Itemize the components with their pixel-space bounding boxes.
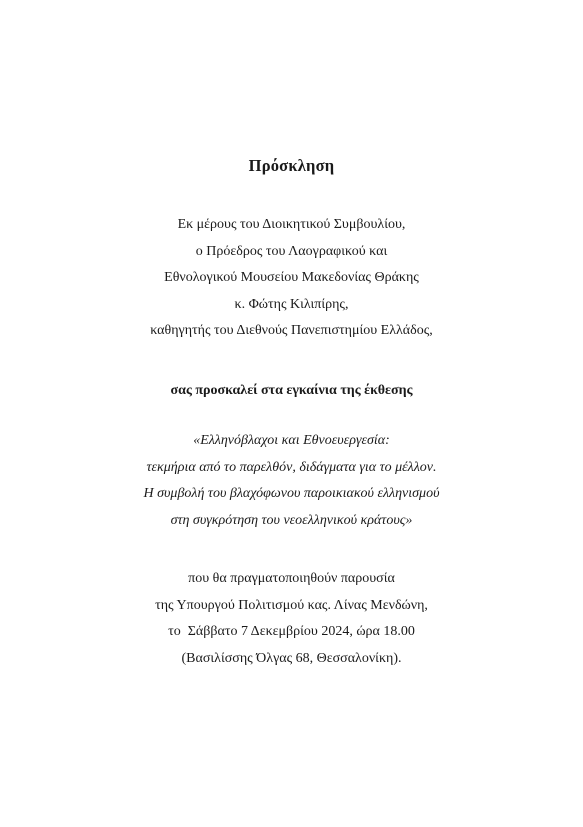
exhibition-line: τεκμήρια από το παρελθόν, διδάγματα για το μέλλον. [146, 459, 437, 475]
invite-statement [0, 378, 583, 405]
intro-line: κ. Φώτης Κιλιπίρης, [234, 296, 349, 312]
intro-line: Εκ μέρους του Διοικητικού Συμβουλίου, [177, 217, 406, 232]
intro-line: Εθνολογικού Μουσείου Μακεδονίας Θράκης [164, 270, 419, 285]
details-line: (Βασιλίσσης Όλγας 68, Θεσσαλονίκη). [181, 650, 402, 666]
invitation-title: Πρόσκληση [248, 156, 335, 175]
invite-line: σας προσκαλεί στα εγκαίνια της έκθεσης [170, 383, 413, 398]
exhibition-line: «Ελληνόβλαχοι και Εθνοευεργεσία: [193, 433, 390, 448]
intro-line: καθηγητής του Διεθνούς Πανεπιστημίου Ελλάδος, [150, 323, 433, 338]
details-line: το Σάββατο 7 Δεκεμβρίου 2024, ώρα 18.00 [168, 624, 415, 639]
event-details [0, 566, 583, 672]
exhibition-title [0, 428, 583, 534]
intro-line: ο Πρόεδρος του Λαογραφικού και [195, 243, 388, 259]
details-line: που θα πραγματοποιηθούν παρουσία [188, 571, 395, 586]
exhibition-line: στη συγκρότηση του νεοελληνικού κράτους» [170, 512, 413, 528]
details-line: της Υπουργού Πολιτισμού κας. Λίνας Μενδώνη, [155, 597, 428, 613]
exhibition-line: Η συμβολή του βλαχόφωνου παροικιακού ελληνισμού [143, 486, 440, 501]
intro-paragraph [0, 212, 583, 345]
